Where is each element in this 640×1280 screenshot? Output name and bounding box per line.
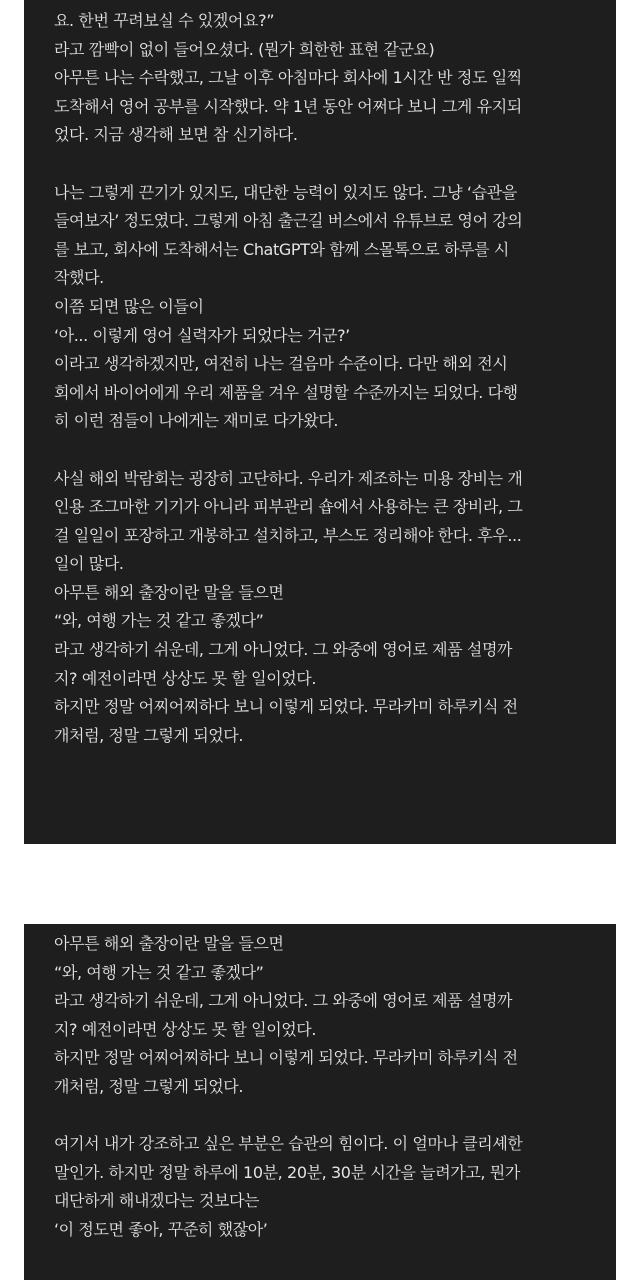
text-line: 사실 해외 박람회는 굉장히 고단하다. 우리가 제조하는 미용 장비는 개 — [54, 468, 523, 488]
paragraph-gap — [54, 436, 596, 465]
text-line: 라고 생각하기 쉬운데, 그게 아니었다. 그 와중에 영어로 제품 설명까 — [54, 991, 513, 1011]
text-line: 작했다. — [54, 268, 104, 288]
text-line: 하지만 정말 어찌어찌하다 보니 이렇게 되었다. 무라카미 하루키식 전 — [54, 1048, 518, 1068]
text-line: ‘이 정도면 좋아, 꾸준히 했잖아’ — [54, 1219, 268, 1239]
text-line: 개처럼, 정말 그렇게 되었다. — [54, 1076, 244, 1096]
text-screenshot-bottom — [24, 924, 616, 1280]
text-line: 대단하게 해내겠다는 것보다는 — [54, 1191, 260, 1211]
paragraph-gap — [54, 1102, 596, 1131]
text-line: 지? 예전이라면 상상도 못 할 일이었다. — [54, 668, 317, 688]
text-line: 이쯤 되면 많은 이들이 — [54, 296, 204, 316]
text-line: 라고 생각하기 쉬운데, 그게 아니었다. 그 와중에 영어로 제품 설명까 — [54, 640, 513, 660]
text-line: “와, 여행 가는 것 같고 좋겠다” — [54, 611, 264, 631]
text-line: 히 이런 점들이 나에게는 재미로 다가왔다. — [54, 411, 339, 431]
text-line: 지? 예전이라면 상상도 못 할 일이었다. — [54, 1019, 317, 1039]
text-line: 아무튼 해외 출장이란 말을 들으면 — [54, 582, 284, 602]
text-screenshot-top — [24, 0, 616, 844]
text-line: 아무튼 나는 수락했고, 그날 이후 아침마다 회사에 1시간 반 정도 일찍 — [54, 68, 522, 88]
text-line: 인용 조그마한 기기가 아니라 피부관리 숍에서 사용하는 큰 장비라, 그 — [54, 497, 523, 517]
text-line: “와, 여행 가는 것 같고 좋겠다” — [54, 962, 264, 982]
text-line: 일이 많다. — [54, 554, 124, 574]
paragraph-gap — [54, 150, 596, 179]
text-line: ‘아... 이렇게 영어 실력자가 되었다는 거군?’ — [54, 325, 350, 345]
text-line: 를 보고, 회사에 도착해서는 ChatGPT와 함께 스몰톡으로 하루를 시 — [54, 239, 509, 259]
text-line: 하지만 정말 어찌어찌하다 보니 이렇게 되었다. 무라카미 하루키식 전 — [54, 697, 518, 717]
text-line: 들여보자’ 정도였다. 그렇게 아침 출근길 버스에서 유튜브로 영어 강의 — [54, 211, 523, 231]
text-line: 이라고 생각하겠지만, 여전히 나는 걸음마 수준이다. 다만 해외 전시 — [54, 354, 508, 374]
text-line: 나는 그렇게 끈기가 있지도, 대단한 능력이 있지도 않다. 그냥 ‘습관을 — [54, 182, 517, 202]
text-line: 아무튼 해외 출장이란 말을 들으면 — [54, 934, 284, 953]
text-line: 말인가. 하지만 정말 하루에 10분, 20분, 30분 시간을 늘려가고, 뭔가 — [54, 1162, 520, 1182]
text-line: 회에서 바이어에게 우리 제품을 겨우 설명할 수준까지는 되었다. 다행 — [54, 382, 518, 402]
text-line: 여기서 내가 강조하고 싶은 부분은 습관의 힘이다. 이 얼마나 클리셰한 — [54, 1134, 523, 1154]
text-line: 라고 깜빡이 없이 들어오셨다. (뭔가 희한한 표현 같군요) — [54, 39, 435, 59]
text-line: 개처럼, 정말 그렇게 되었다. — [54, 725, 244, 745]
text-line: 걸 일일이 포장하고 개봉하고 설치하고, 부스도 정리해야 한다. 후우... — [54, 525, 522, 545]
text-line: 도착해서 영어 공부를 시작했다. 약 1년 동안 어쩌다 보니 그게 유지되 — [54, 96, 522, 116]
text-line: 었다. 지금 생각해 보면 참 신기하다. — [54, 125, 298, 145]
text-line: 요. 한번 꾸려보실 수 있겠어요?” — [54, 11, 275, 30]
